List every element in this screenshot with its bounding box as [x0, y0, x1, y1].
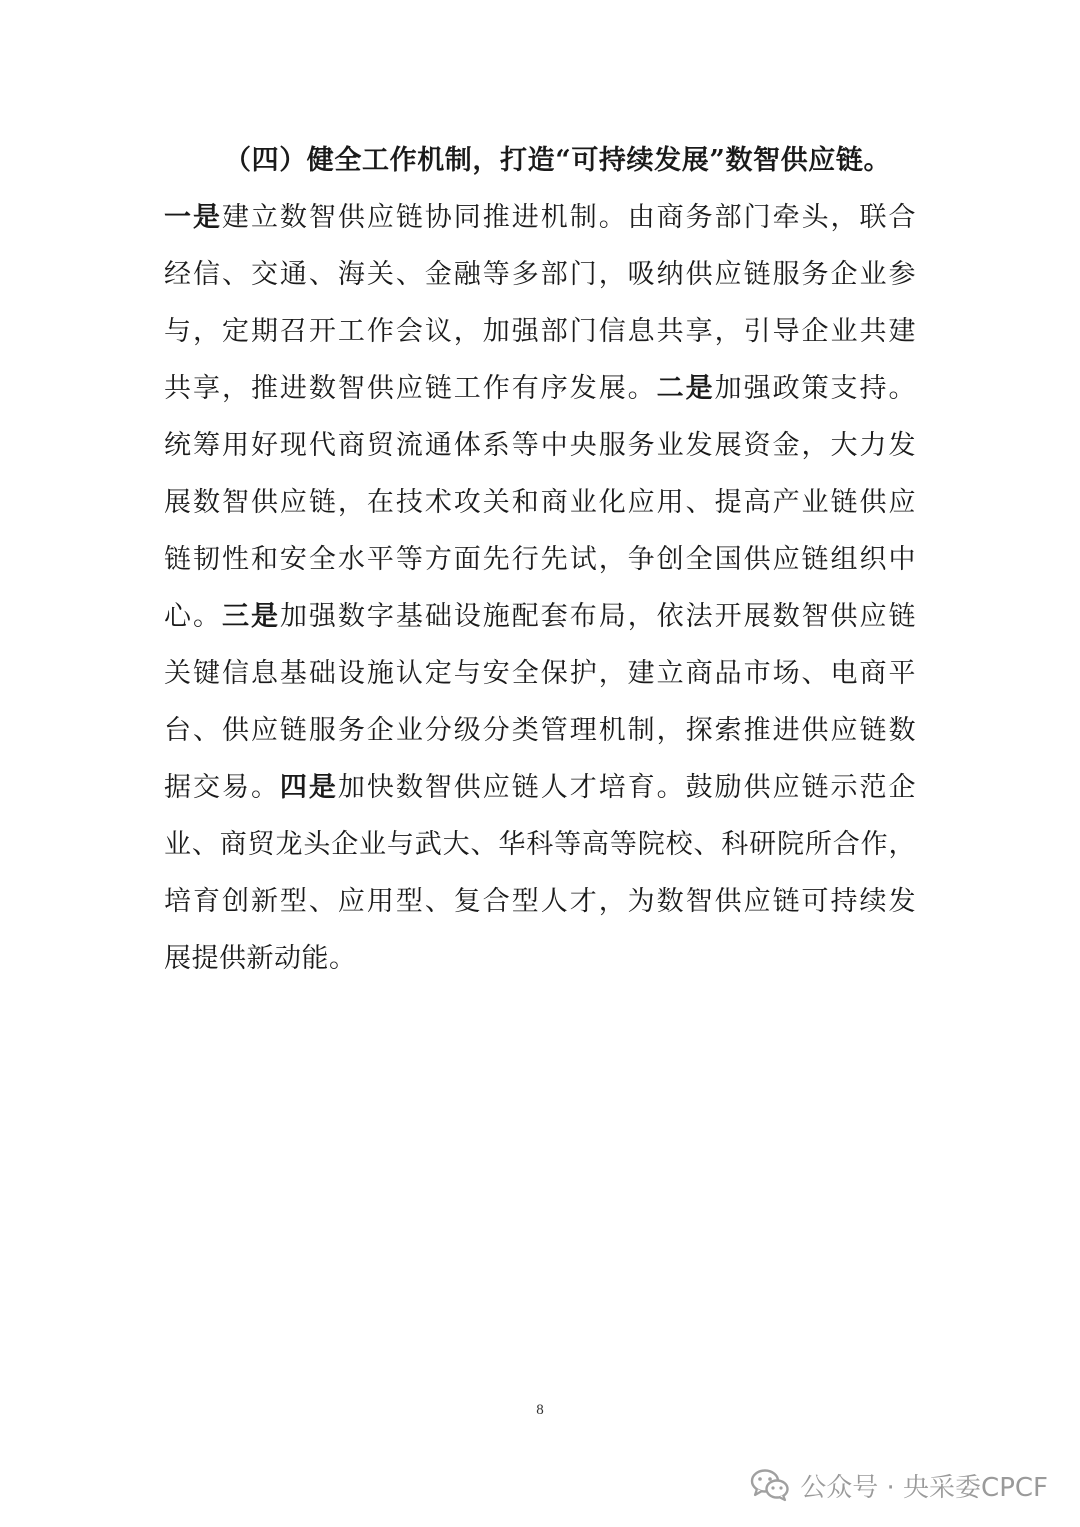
paragraph-line: [164, 588, 916, 645]
line-text: 建立数智供应链协同推进机制。由商务部门牵头，联合: [221, 202, 917, 233]
paragraph-line: [164, 759, 916, 816]
section-heading: （四）健全工作机制，打造“可持续发展”数智供应链。: [224, 145, 892, 176]
paragraph-line: [164, 189, 916, 246]
watermark-text: 公众号 · 央采委CPCF: [800, 1472, 1048, 1503]
paragraph-line: [164, 360, 916, 417]
line-text: 加强政策支持。: [714, 373, 917, 404]
page-number: 8: [536, 1402, 544, 1418]
paragraph-line: 展数智供应链，在技术攻关和商业化应用、提高产业链供应: [164, 487, 916, 518]
paragraph-line: 统筹用好现代商贸流通体系等中央服务业发展资金，大力发: [164, 430, 916, 461]
lead-phrase: 四是: [279, 772, 338, 803]
paragraph-line: 业、商贸龙头企业与武大、华科等高等院校、科研院所合作，: [164, 829, 916, 860]
wechat-icon: [750, 1468, 790, 1502]
line-text: 据交易。: [164, 772, 280, 803]
line-text: 加快数智供应链人才培育。鼓励供应链示范企: [337, 772, 917, 803]
lead-phrase: 二是: [656, 373, 715, 404]
document-body: [164, 132, 916, 987]
paragraph-line: 经信、交通、海关、金融等多部门，吸纳供应链服务企业参: [164, 259, 916, 290]
wechat-watermark: [750, 1460, 1048, 1510]
lead-phrase: 三是: [221, 601, 280, 632]
paragraph-line: 链韧性和安全水平等方面先行先试，争创全国供应链组织中: [164, 544, 916, 575]
line-text: 共享，推进数智供应链工作有序发展。: [164, 373, 657, 404]
paragraph-line: 展提供新动能。: [164, 943, 357, 974]
paragraph-line: 培育创新型、应用型、复合型人才，为数智供应链可持续发: [164, 886, 916, 917]
paragraph-line: 与，定期召开工作会议，加强部门信息共享，引导企业共建: [164, 316, 916, 347]
paragraph-line: 台、供应链服务企业分级分类管理机制，探索推进供应链数: [164, 715, 916, 746]
line-text: 心。: [164, 601, 222, 632]
line-text: 加强数字基础设施配套布局，依法开展数智供应链: [279, 601, 917, 632]
paragraph-line: 关键信息基础设施认定与安全保护，建立商品市场、电商平: [164, 658, 916, 689]
lead-phrase: 一是: [164, 202, 222, 233]
